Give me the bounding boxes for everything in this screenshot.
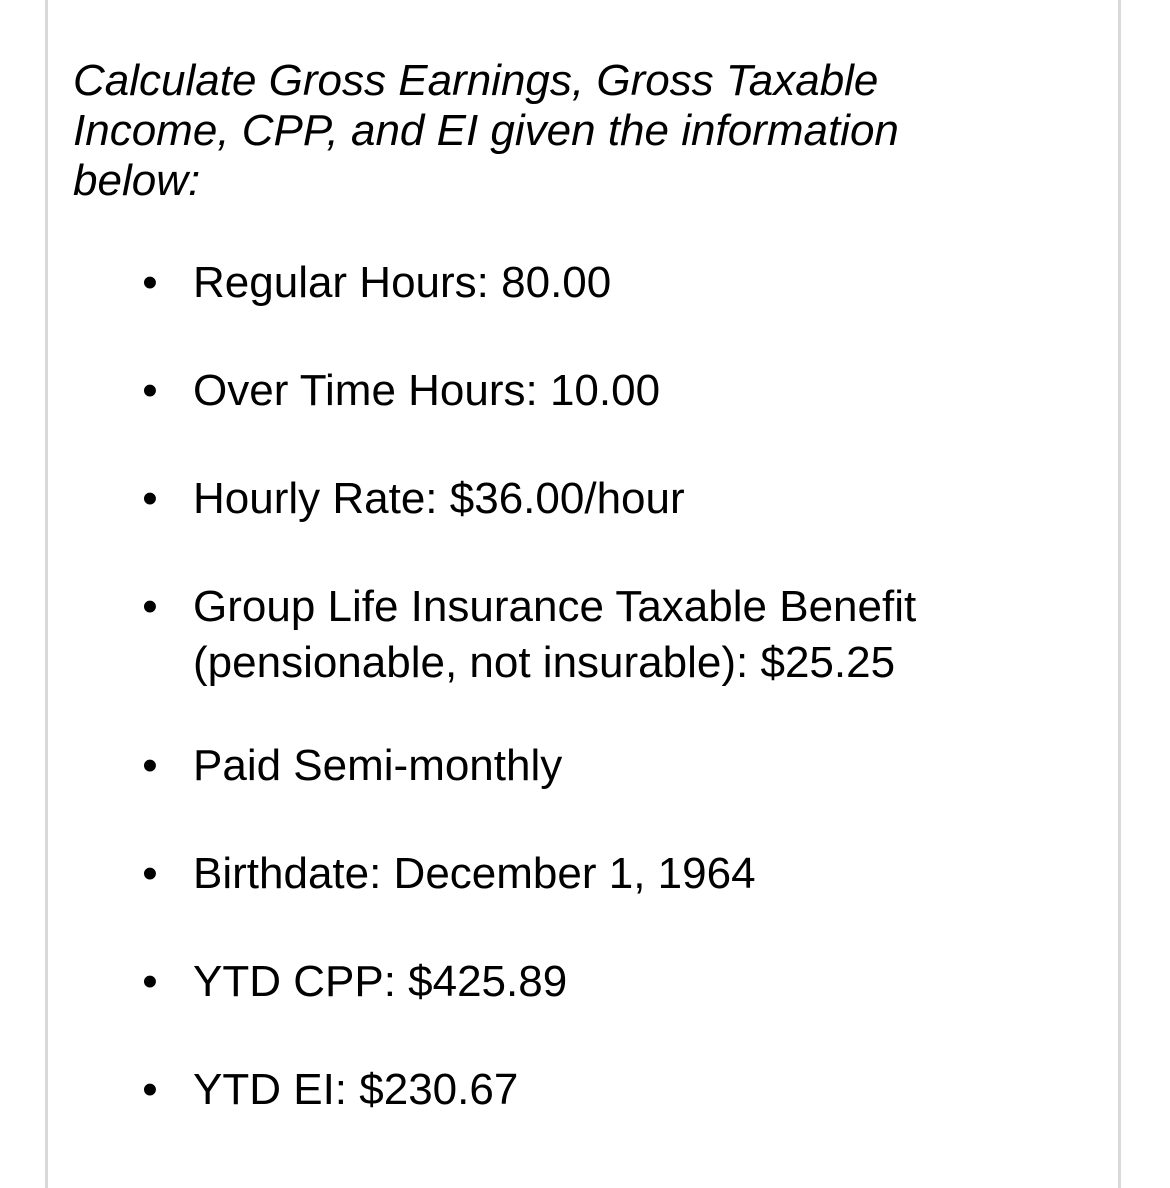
list-item-text: Group Life Insurance Taxable Benefit (pensionable, not insurable): $25.25 [193, 582, 917, 687]
bullet-icon: • [142, 849, 158, 898]
bullet-icon: • [142, 366, 158, 415]
list-item-text: Paid Semi-monthly [193, 741, 563, 790]
list-item-text: Birthdate: December 1, 1964 [193, 849, 756, 898]
list-item-text: YTD CPP: $425.89 [193, 957, 568, 1006]
bullet-icon: • [142, 741, 158, 790]
bullet-icon: • [142, 258, 158, 307]
question-text: Calculate Gross Earnings, Gross Taxable Income, CPP, and EI given the information below: [73, 56, 899, 205]
bullet-icon: • [142, 957, 158, 1006]
bullet-icon: • [142, 582, 158, 631]
list-item-text: YTD EI: $230.67 [193, 1065, 519, 1114]
list-item-text: Regular Hours: 80.00 [193, 258, 612, 307]
list-item-text: Over Time Hours: 10.00 [193, 366, 661, 415]
bullet-icon: • [142, 474, 158, 523]
list-item-text: Hourly Rate: $36.00/hour [193, 474, 685, 523]
bullet-icon: • [142, 1065, 158, 1114]
